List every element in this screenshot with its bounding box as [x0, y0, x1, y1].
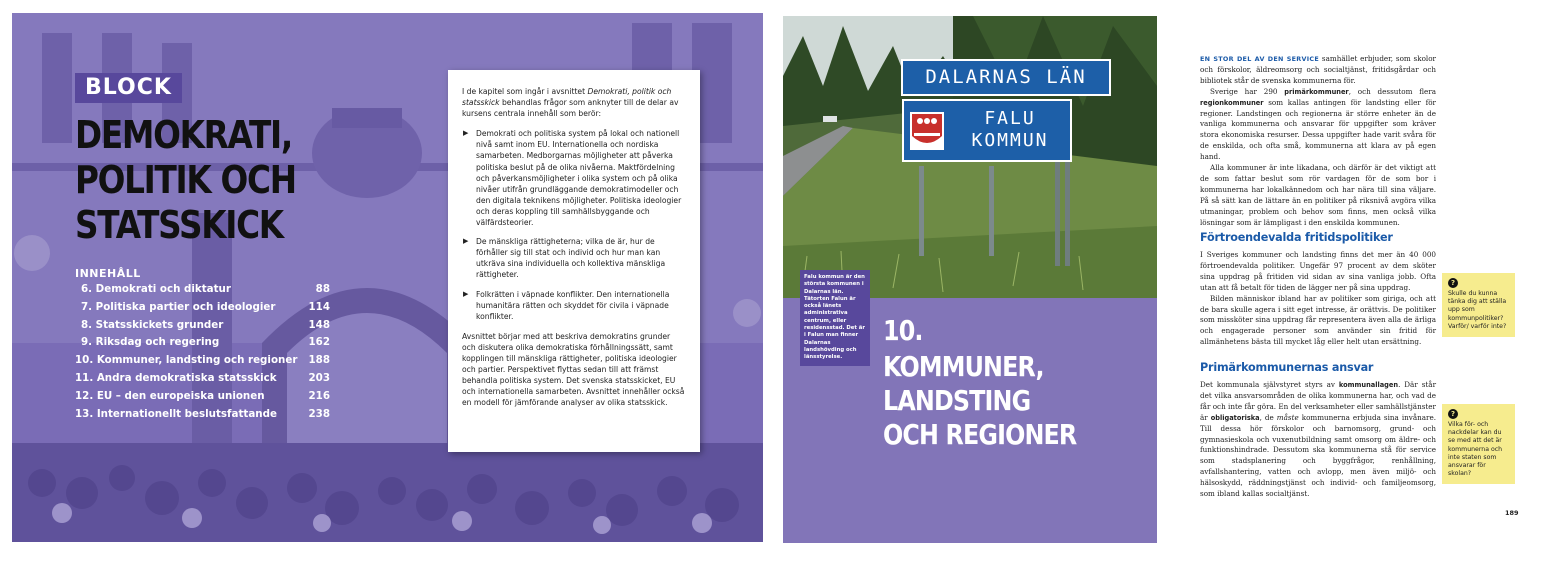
toc-item[interactable] — [75, 283, 330, 301]
toc-item[interactable] — [75, 354, 330, 372]
sign-top-text: DALARNAS LÄN — [925, 66, 1087, 88]
toc-item-label: 9. Riksdag och regering — [81, 336, 220, 349]
road-sign-photo — [783, 16, 1157, 298]
body-paragraph — [1200, 54, 1436, 87]
block-opener-page — [12, 13, 763, 542]
chapter-number: 10. — [883, 314, 923, 347]
lead-in-caps: EN STOR DEL AV DEN SERVICE — [1200, 55, 1320, 63]
toc-item[interactable] — [75, 319, 330, 337]
bullet-text: De mänskliga rättigheterna; vilka de är, hur de förhåller sig till stat och individ och hur man kan utkräva sina individuella och kollektiva mänskliga rättigheter. — [476, 237, 666, 280]
key-term: obligatoriska — [1210, 413, 1260, 422]
body-paragraph: I Sveriges kommuner och landsting finns det mer än 40 000 förtroendevalda politiker. Ungefär 97 procent av dem sköter sina uppdrag på fritiden vid sidan av sina vanliga jobb. Ofta utan att få betalt för tiden de lägger ner på sina uppdrag. — [1200, 250, 1436, 292]
body-text: samhället erbjuder, som skolor och förskolor, äldreomsorg och socialtjänst, fritidsgårdar och bibliotek står de svenska kommunerna för. — [1200, 54, 1436, 85]
toc-item-label: 7. Politiska partier och ideologier — [81, 300, 276, 313]
toc-item-page: 203 — [308, 371, 330, 384]
chapter-title-line: OCH REGIONER — [883, 418, 1077, 451]
triangle-bullet-icon: ▶ — [463, 129, 469, 138]
table-of-contents — [75, 283, 330, 425]
body-paragraph — [1200, 380, 1436, 500]
intro-bullet-list — [462, 128, 686, 322]
body-paragraph — [1200, 87, 1436, 163]
photo-caption: Falu kommun är den största kommunen i Dalarnas län. Tätorten Falun är också länets administrativa centrum, eller residensstad. Det är i Falun man finner Dalarnas landshövding och länsstyrelse. — [800, 270, 870, 366]
intro-bullet-item — [462, 289, 686, 322]
triangle-bullet-icon: ▶ — [463, 237, 469, 246]
body-text: , de — [1259, 412, 1277, 422]
section-heading: Primärkommunernas ansvar — [1200, 361, 1374, 374]
body-paragraph: Bilden människor ibland har av politiker som giriga, och att de bara skulle agera i sitt eget intresse, är orättvis. De politiker som missköter sina uppdrag får representera även alla de ärliga och engagerade personer som använder sin fritid för allmänhetens bästa till mycket låg eller helt utan ersättning. — [1200, 293, 1436, 347]
intro-paragraph — [462, 86, 686, 119]
body-text: . Där står det vilka ansvarsområden de olika kommunerna har, och vad de får och inte får göra. En del verksamheter eller samhällstjänster är — [1200, 380, 1437, 422]
sign-bottom-text — [951, 108, 1069, 152]
toc-item-page: 188 — [308, 354, 330, 367]
toc-item-page: 114 — [308, 300, 330, 313]
emphasis-text: måste — [1276, 412, 1299, 422]
fritidspolitiker-text-block — [1200, 250, 1436, 348]
body-text: som kallas antingen för landsting eller för regioner. Landstingen och regionerna är större enheter än de vanliga kommunerna och ansvarar för uppgifter som kräver stora ekonomiska resurser. Dessa uppgifter hade varit svåra för de enskilda, och ofta små, kommunerna att klara av på egen hand. — [1200, 97, 1436, 162]
intro-box — [448, 70, 700, 452]
toc-item-label: 6. Demokrati och diktatur — [81, 283, 231, 295]
block-title-line: STATSSKICK — [75, 203, 283, 247]
text-page — [1157, 16, 1543, 543]
chapter-opener-page — [783, 16, 1157, 543]
toc-item-label: 12. EU – den europeiska unionen — [75, 389, 265, 402]
toc-item-label: 13. Internationellt beslutsfattande — [75, 407, 277, 420]
toc-item-label: 10. Kommuner, landsting och regioner — [75, 354, 298, 367]
chapter-title — [883, 350, 1076, 452]
body-text: Det kommunala självstyret styrs av — [1200, 380, 1339, 389]
toc-heading: INNEHÅLL — [75, 267, 141, 280]
intro-bullet-item — [462, 236, 686, 280]
toc-item[interactable] — [75, 372, 330, 390]
toc-item[interactable] — [75, 390, 330, 408]
chapter-title-line: LANDSTING — [883, 384, 1031, 417]
sign-bottom-line: KOMMUN — [971, 130, 1049, 151]
section-heading: Förtroendevalda fritidspolitiker — [1200, 231, 1393, 244]
ansvar-text-block — [1200, 380, 1436, 500]
body-paragraph: Alla kommuner är inte likadana, och därför är det viktigt att de som fattar beslut som rör vardagen för de som bor i kommunerna har lokalkännedom och har nära till sina väljare. På så sätt kan de lättare än en politiker på riksnivå avgöra vilka utmaningar, problem och behov som finns, men också vilka lösningar som är lämpligast i den enskilda kommunen. — [1200, 163, 1436, 227]
intro-italic-title: Demokrati, politik och statsskick — [462, 87, 672, 108]
toc-item[interactable] — [75, 336, 330, 354]
toc-item-page: 162 — [308, 336, 330, 349]
key-term: kommunallagen — [1338, 381, 1399, 389]
intro-text: I de kapitel som ingår i avsnittet — [462, 87, 588, 96]
toc-item-label: 11. Andra demokratiska statsskick — [75, 371, 277, 384]
question-mark-icon: ? — [1448, 409, 1458, 419]
body-text: Sverige har 290 — [1210, 86, 1285, 96]
question-text: Vilka för- och nackdelar kan du se med att det är kommunerna och inte staten som ansvarar för skolan? — [1448, 421, 1503, 478]
toc-item[interactable] — [75, 301, 330, 319]
block-title-line: POLITIK OCH — [75, 158, 296, 202]
toc-item-page: 238 — [308, 407, 330, 420]
chapter-title-line: KOMMUNER, — [883, 350, 1044, 383]
question-mark-icon: ? — [1448, 278, 1458, 288]
block-title-line: DEMOKRATI, — [75, 113, 292, 157]
body-text: kommunerna erbjuda sina invånare. Till dessa hör förskolor och barnomsorg, grund- och gymnasieskola och vuxenutbildning samt omsorg om äldre- och funktionshindrade. Dessutom ska kommunerna stå för service som stadsplanering och byggfrågor, renhållning, avfallshantering, vatten och avlopp, men även miljö- och hälsoskydd, räddningstjänst och individ- och familjeomsorg, som ibland kallas socialtjänst. — [1200, 412, 1436, 499]
intro-bullet-item — [462, 128, 686, 228]
intro-text: behandlas frågor som anknyter till de delar av kursens centrala innehåll som berör: — [462, 98, 679, 119]
body-text: , och dessutom flera — [1348, 86, 1436, 96]
key-term: primärkommuner — [1284, 87, 1349, 96]
page-number: 189 — [1505, 509, 1519, 517]
toc-item-page: 88 — [315, 283, 330, 295]
intro-text-block — [1200, 54, 1436, 229]
triangle-bullet-icon: ▶ — [463, 289, 469, 298]
question-box — [1442, 273, 1515, 337]
toc-item[interactable] — [75, 408, 330, 426]
toc-item-label: 8. Statsskickets grunder — [81, 318, 224, 331]
question-text: Skulle du kunna tänka dig att ställa upp som kommunpolitiker? Varför/ varför inte? — [1448, 290, 1507, 330]
block-title — [75, 113, 333, 248]
toc-item-page: 148 — [308, 318, 330, 331]
intro-paragraph: Avsnittet börjar med att beskriva demokratins grunder och diskutera olika demokratiska förhållningssätt, samt kopplingen till mänskliga rättigheter, politiska ideologier och partier. Perspektivet flyttas sedan till att främst behandla politiska system. Det svenska statsskicket, EU och internationella samarbeten. Avsnittet innehåller också en modell för jämförande analyser av olika statsskick. — [462, 331, 685, 408]
sign-bottom-line: FALU — [984, 108, 1036, 129]
bullet-text: Demokrati och politiska system på lokal och nationell nivå samt inom EU. Internationella och nordiska samarbeten. Medborgarnas möjligheter att påverka politiska beslut på de olika nivåerna. Maktfördelning och påverkansmöjligheter i olika system och på olika nivåer utifrån grundläggande demokratimodeller och den digitala teknikens möjligheter. Politiska ideologier och deras koppling till samhällsbyggande och välfärdsteorier. — [476, 129, 682, 228]
key-term: regionkommuner — [1200, 98, 1264, 107]
question-box — [1442, 404, 1515, 484]
bullet-text: Folkrätten i väpnade konflikter. Den internationella humanitära rätten och skyddet för civila i väpnade konflikter. — [476, 289, 670, 321]
block-label: BLOCK — [75, 73, 182, 103]
toc-item-page: 216 — [308, 389, 330, 402]
